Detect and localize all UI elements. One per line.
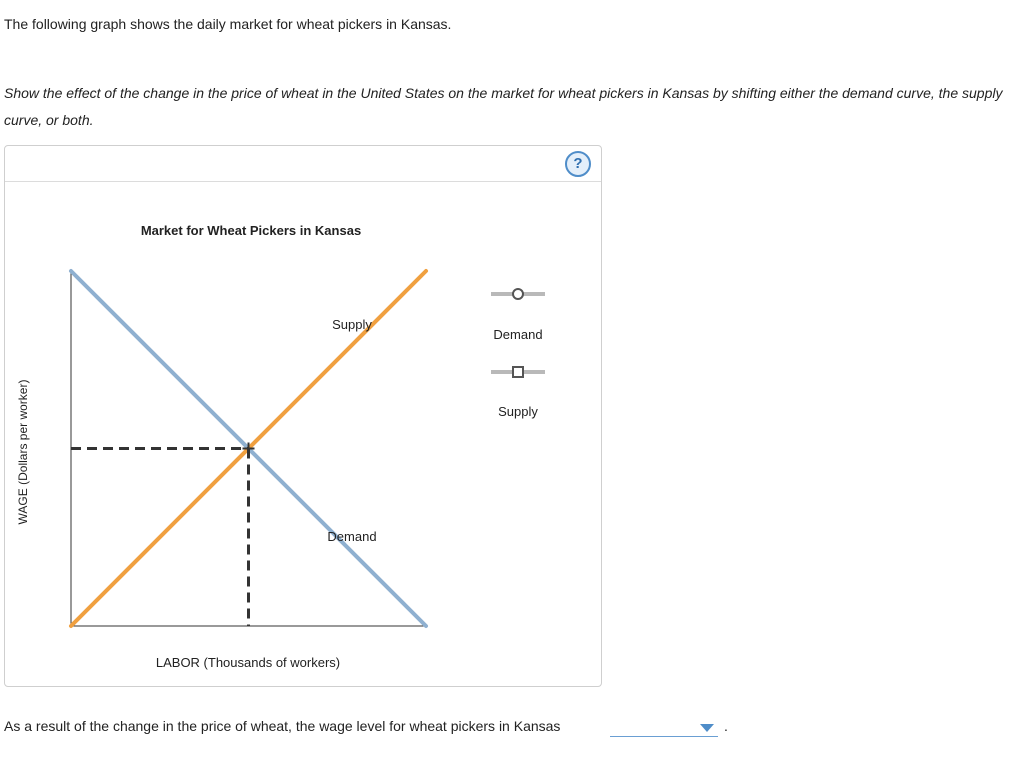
palette-supply-label: Supply	[498, 404, 538, 419]
y-axis-label: WAGE (Dollars per worker)	[16, 379, 30, 525]
palette-demand-tool[interactable]	[491, 289, 545, 342]
x-axis-label: LABOR (Thousands of workers)	[155, 655, 341, 670]
chevron-down-icon	[700, 724, 714, 732]
demand-curve-label: Demand	[327, 529, 377, 544]
palette-supply-tool[interactable]	[491, 367, 545, 419]
intro-text: The following graph shows the daily market for wheat pickers in Kansas.	[4, 16, 452, 32]
palette-demand-label: Demand	[493, 327, 543, 342]
square-handle-icon	[513, 367, 523, 377]
answer-sentence: As a result of the change in the price of wheat, the wage level for wheat pickers in Kansas	[4, 718, 561, 734]
wage-change-dropdown[interactable]	[610, 716, 718, 737]
graph-panel	[4, 145, 602, 687]
instruction-text: Show the effect of the change in the price of wheat in the United States on the market for wheat pickers in Kansas by shifting either the demand curve, the supply curve, or both.	[4, 85, 1003, 128]
supply-curve-label: Supply	[332, 317, 372, 332]
sentence-period: .	[724, 718, 728, 734]
market-graph	[5, 146, 601, 686]
chart-title: Market for Wheat Pickers in Kansas	[140, 223, 362, 238]
help-icon[interactable]: ?	[565, 151, 591, 177]
circle-handle-icon	[513, 289, 523, 299]
